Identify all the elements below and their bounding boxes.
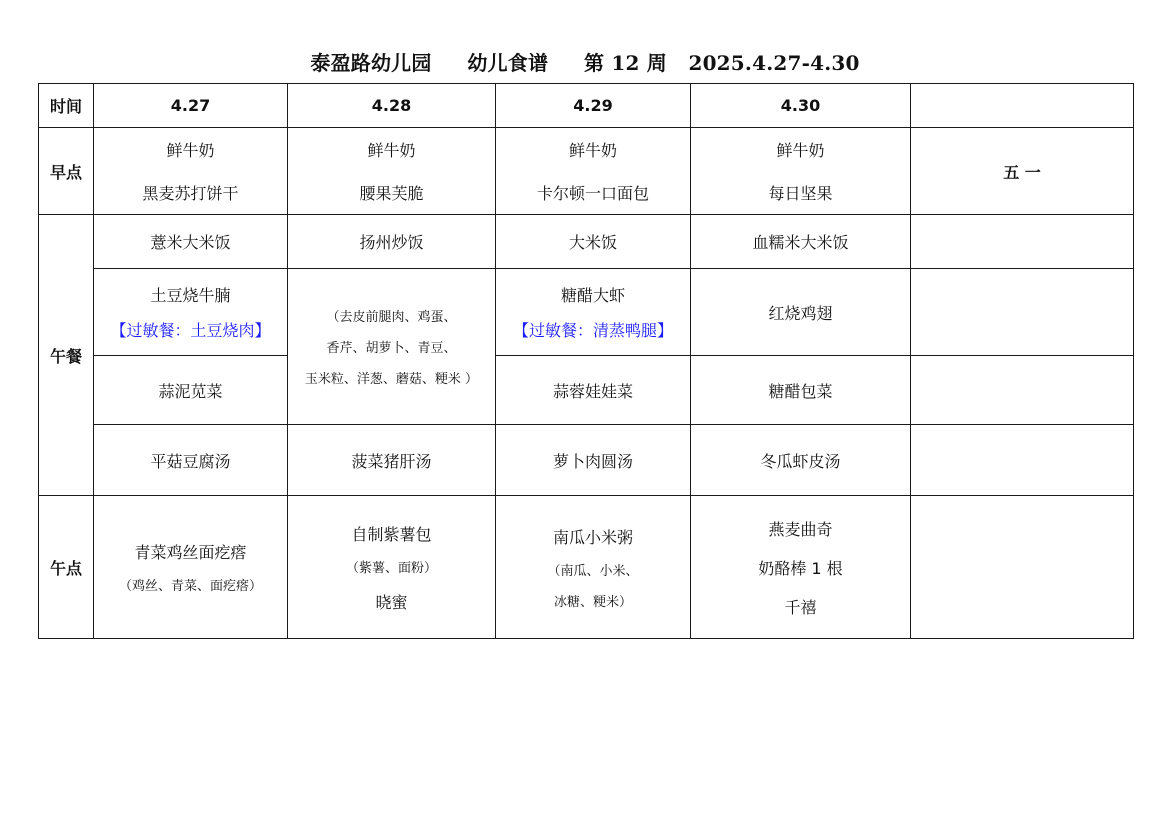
lunch-veg-5 (911, 356, 1134, 425)
breakfast-label: 早点 (39, 128, 94, 215)
snack-label: 午点 (39, 496, 94, 639)
snack-name: 自制紫薯包 (351, 524, 432, 544)
breakfast-cell-3 (496, 128, 691, 215)
lunch-staple-2: 扬州炒饭 (288, 215, 496, 269)
breakfast-item: 鲜牛奶 (367, 141, 416, 160)
lunch-soup-3: 萝卜肉圆汤 (496, 425, 691, 496)
snack-ingredients: （鸡丝、青菜、面疙瘩） (118, 579, 262, 594)
breakfast-item: 卡尔顿一口面包 (536, 184, 649, 203)
lunch-soup-4: 冬瓜虾皮汤 (691, 425, 911, 496)
breakfast-item: 鲜牛奶 (568, 141, 617, 160)
lunch-label: 午餐 (39, 215, 94, 496)
lunch-soup-row (39, 425, 1134, 496)
breakfast-item: 腰果芙脆 (359, 184, 424, 203)
day-header-3: 4.29 (496, 84, 691, 128)
breakfast-item: 鲜牛奶 (776, 141, 825, 160)
snack-item: 千禧 (784, 597, 817, 617)
snack-ingredients: 冰糖、粳米） (553, 594, 632, 610)
snack-cell-1 (94, 496, 288, 639)
allergy-meal: 【过敏餐：土豆烧肉】 (110, 321, 271, 340)
breakfast-item: 黑麦苏打饼干 (142, 184, 239, 203)
lunch-staple-4: 血糯米大米饭 (691, 215, 911, 269)
dish-name: 土豆烧牛腩 (150, 286, 231, 305)
header-row (39, 84, 1134, 128)
lunch-soup-1: 平菇豆腐汤 (94, 425, 288, 496)
page-title: 泰盈路幼儿园 幼儿食谱 第 12 周 2025.4.27-4.30 (310, 51, 860, 75)
lunch-main-row (39, 269, 1134, 356)
breakfast-item: 每日坚果 (768, 184, 833, 203)
lunch-soup-2: 菠菜猪肝汤 (288, 425, 496, 496)
snack-cell-4 (691, 496, 911, 639)
snack-item: 奶酪棒 1 根 (758, 558, 843, 578)
breakfast-cell-1 (94, 128, 288, 215)
day-header-1: 4.27 (94, 84, 288, 128)
lunch-veg-1: 蒜泥苋菜 (94, 356, 288, 425)
ingredient-line: 香芹、胡萝卜、青豆、 (326, 341, 457, 356)
lunch-staple-1: 薏米大米饭 (94, 215, 288, 269)
snack-name: 南瓜小米粥 (552, 527, 633, 547)
snack-ingredients: （南瓜、小米、 (547, 563, 639, 579)
allergy-meal: 【过敏餐：清蒸鸭腿】 (512, 321, 673, 340)
day-header-2: 4.28 (288, 84, 496, 128)
holiday-cell: 五 一 (911, 128, 1134, 215)
lunch-staple-3: 大米饭 (496, 215, 691, 269)
snack-row (39, 496, 1134, 639)
snack-cell-5 (911, 496, 1134, 639)
lunch-main-3 (496, 269, 691, 356)
time-header: 时间 (39, 84, 94, 128)
dish-name: 糖醋大虾 (560, 286, 625, 305)
snack-cell-2 (288, 496, 496, 639)
snack-item: 燕麦曲奇 (768, 519, 833, 539)
lunch-soup-5 (911, 425, 1134, 496)
day-header-5 (911, 84, 1134, 128)
menu-table (38, 83, 1134, 639)
ingredient-line: （去皮前腿肉、鸡蛋、 (326, 310, 457, 325)
lunch-veg-3: 蒜蓉娃娃菜 (496, 356, 691, 425)
snack-ingredients: （紫薯、面粉） (345, 560, 437, 576)
lunch-staple-row (39, 215, 1134, 269)
breakfast-cell-2 (288, 128, 496, 215)
breakfast-item: 鲜牛奶 (166, 141, 215, 160)
snack-cell-3 (496, 496, 691, 639)
snack-extra: 晓蜜 (375, 592, 408, 612)
lunch-main-5 (911, 269, 1134, 356)
breakfast-cell-4 (691, 128, 911, 215)
day-header-4: 4.30 (691, 84, 911, 128)
lunch-veg-4: 糖醋包菜 (691, 356, 911, 425)
lunch-main-4: 红烧鸡翅 (691, 269, 911, 356)
snack-name: 青菜鸡丝面疙瘩 (134, 543, 247, 562)
lunch-main-2-ingredients (288, 269, 496, 425)
lunch-staple-5 (911, 215, 1134, 269)
breakfast-row (39, 128, 1134, 215)
ingredient-line: 玉米粒、洋葱、蘑菇、粳米 ） (304, 372, 479, 387)
lunch-veg-row (39, 356, 1134, 425)
lunch-main-1 (94, 269, 288, 356)
